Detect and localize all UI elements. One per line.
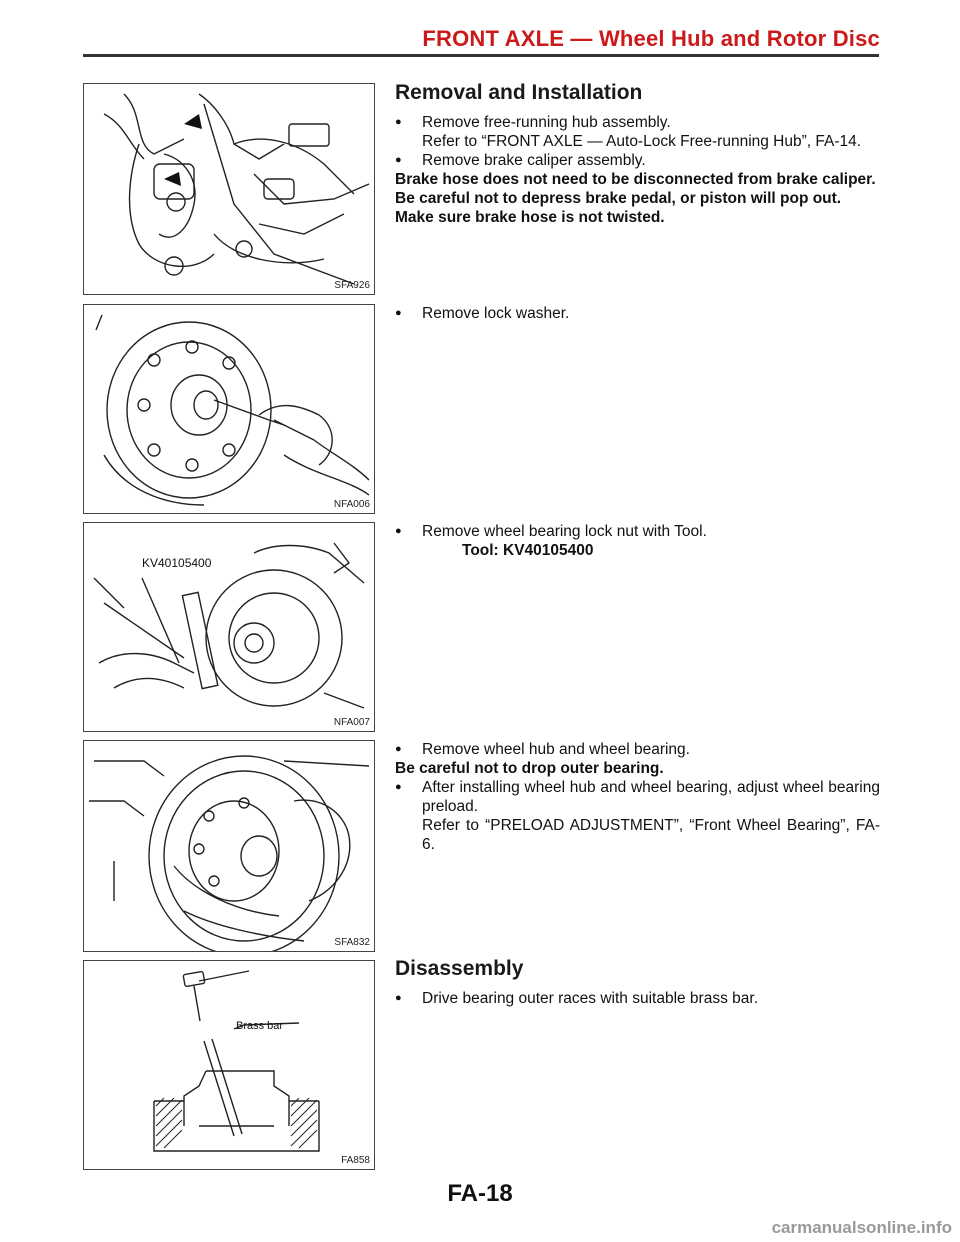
list-item (395, 778, 880, 816)
lock-washer-illustration (84, 305, 374, 513)
step-text: Remove brake caliper assembly. (422, 152, 646, 169)
bullet-icon: ● (395, 307, 402, 319)
list-item (395, 989, 880, 1008)
step-text: After installing wheel hub and wheel bearing, adjust wheel bearing preload. (422, 779, 880, 815)
figure-code: FA858 (341, 1155, 370, 1166)
step-text: Drive bearing outer races with suitable brass bar. (422, 990, 758, 1007)
step-reference: Refer to “FRONT AXLE — Auto-Lock Free-running Hub”, FA-14. (422, 133, 862, 150)
disassembly-heading: Disassembly (395, 957, 524, 980)
figure-brake-caliper (83, 83, 375, 295)
page-number: FA-18 (447, 1180, 513, 1207)
caution-note: Make sure brake hose is not twisted. (395, 209, 665, 226)
list-item (395, 816, 880, 854)
figure-lock-washer (83, 304, 375, 514)
list-item (395, 132, 880, 151)
header-rule (83, 54, 879, 57)
step-text: Remove wheel bearing lock nut with Tool. (422, 523, 707, 540)
figure-code: NFA007 (333, 717, 370, 728)
page-header-title: FRONT AXLE — Wheel Hub and Rotor Disc (422, 26, 880, 51)
brake-caliper-illustration (84, 84, 374, 294)
arrow-marker-bottom (164, 172, 181, 186)
watermark: carmanualsonline.info (771, 1218, 952, 1237)
brass-bar-illustration (84, 961, 374, 1169)
list-item (395, 522, 880, 541)
list-item (395, 740, 880, 759)
arrow-marker-top (184, 114, 202, 129)
disassembly-section (395, 956, 880, 1008)
step-text: Remove lock washer. (422, 305, 570, 322)
bullet-icon: ● (395, 743, 402, 755)
figure-wheel-hub (83, 740, 375, 952)
bullet-icon: ● (395, 781, 402, 793)
step-text: Remove wheel hub and wheel bearing. (422, 741, 690, 758)
caution-note: Brake hose does not need to be disconnected from brake caliper. (395, 171, 876, 188)
removal-section (395, 80, 880, 227)
bullet-icon: ● (395, 992, 402, 1004)
step-text: Remove free-running hub assembly. (422, 114, 671, 131)
lock-washer-section (395, 304, 880, 323)
brass-bar-label: Brass bar (236, 1020, 284, 1032)
list-item (395, 151, 880, 170)
tool-label: KV40105400 (142, 556, 212, 570)
caution-note: Be careful not to depress brake pedal, or piston will pop out. (395, 190, 842, 207)
tool-number: Tool: KV40105400 (462, 542, 594, 559)
figure-code: SFA832 (334, 937, 370, 948)
lock-nut-section (395, 522, 880, 560)
bullet-icon: ● (395, 154, 402, 166)
figure-code: SFA926 (334, 280, 370, 291)
lock-nut-tool-illustration (84, 523, 374, 731)
figure-brass-bar (83, 960, 375, 1170)
list-item (395, 113, 880, 132)
removal-heading: Removal and Installation (395, 81, 643, 104)
caution-note: Be careful not to drop outer bearing. (395, 760, 664, 777)
list-item (395, 304, 880, 323)
wheel-hub-section (395, 740, 880, 854)
bullet-icon: ● (395, 525, 402, 537)
bullet-icon: ● (395, 116, 402, 128)
figure-code: NFA006 (333, 499, 370, 510)
wheel-hub-illustration (84, 741, 374, 951)
step-reference: Refer to “PRELOAD ADJUSTMENT”, “Front Wheel Bearing”, FA-6. (422, 817, 880, 853)
figure-lock-nut-tool (83, 522, 375, 732)
